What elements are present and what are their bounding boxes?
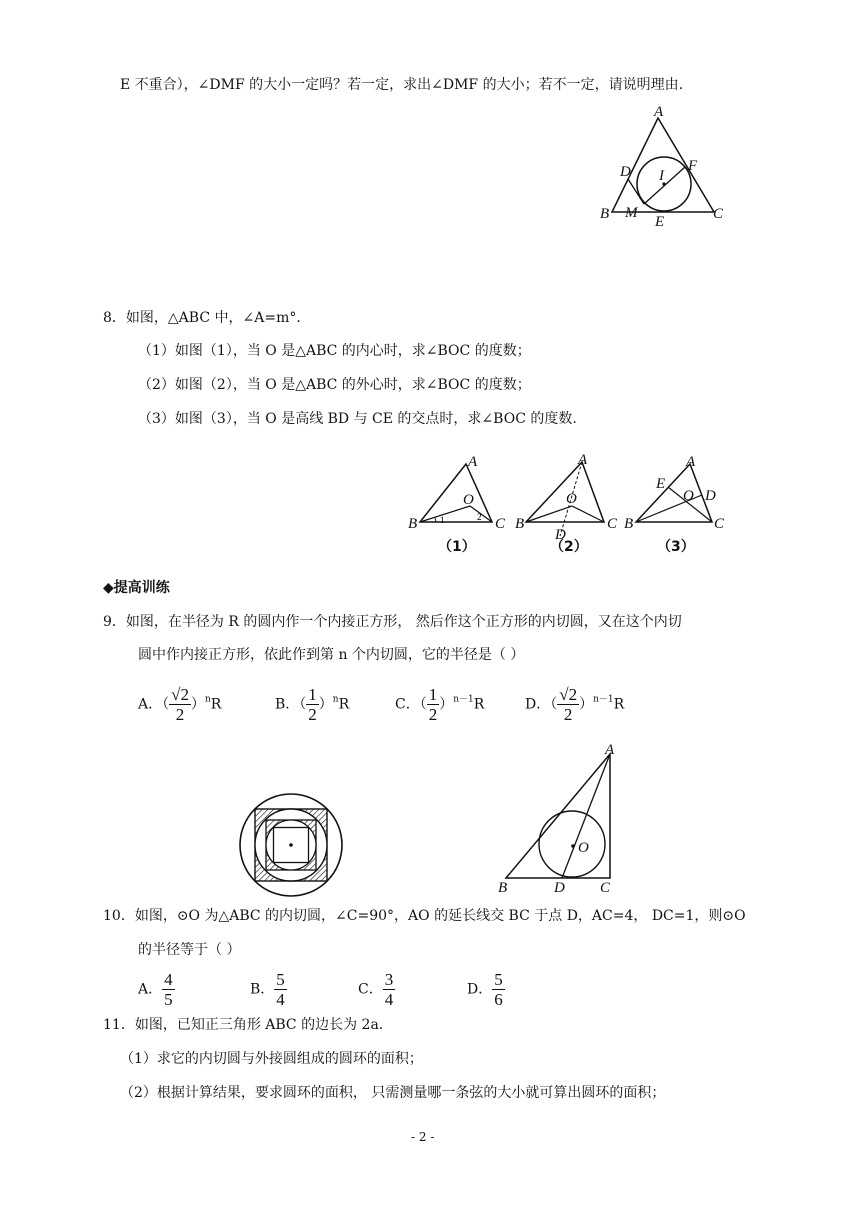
q11-stem: 11．如图，已知正三角形 ABC 的边长为 2a.: [103, 1017, 384, 1033]
fig7-label-E: E: [655, 214, 665, 230]
fig8-3-C: C: [714, 516, 725, 532]
fig10-label-C: C: [600, 880, 611, 894]
figure-q9: [236, 790, 346, 900]
q11-part2: （2）根据计算结果，要求圆环的面积， 只需测量哪一条弦的大小就可算出圆环的面积；: [120, 1085, 666, 1101]
q8-part1: （1）如图（1），当 O 是△ABC 的内心时，求∠BOC 的度数；: [138, 343, 531, 359]
q9-line2: 圆中作内接正方形，依此作到第 n 个内切圆，它的半径是（ ）: [138, 647, 525, 663]
fig8-3-B: B: [624, 516, 634, 532]
fig8-1-C: C: [495, 516, 506, 532]
fig7-label-D: D: [620, 164, 631, 180]
fig8-caption-1: （1）: [438, 539, 476, 555]
fig7-label-A: A: [654, 104, 664, 120]
q10-option-b[interactable]: B． $\frac{5}{4}$: [250, 970, 285, 1009]
q9-option-b-fraction: $\frac{1}{2}$: [308, 685, 317, 724]
fig10-label-D: D: [554, 880, 565, 894]
figure-q8: [400, 448, 740, 560]
q8-part3: （3）如图（3），当 O 是高线 BD 与 CE 的交点时，求∠BOC 的度数.: [138, 411, 577, 427]
q9-option-a-fraction: $\frac{√2}{2}$: [171, 685, 189, 724]
fig8-1-O: O: [463, 492, 474, 508]
fig7-label-I: I: [659, 168, 664, 184]
fig8-1-angle1: 1: [440, 515, 445, 525]
fig7-label-F: F: [688, 158, 698, 174]
q10-option-d[interactable]: D． $\frac{5}{6}$: [467, 970, 503, 1009]
fig7-label-M: M: [625, 205, 638, 221]
q9-option-c[interactable]: C．（ $\frac{1}{2}$ ）$^{n-1}$R: [395, 685, 485, 724]
fig8-2-B: B: [515, 516, 525, 532]
fig8-3-D: D: [705, 488, 716, 504]
q9-line1: 9．如图，在半径为 R 的圆内作一个内接正方形， 然后作这个正方形的内切圆，又在这个内切: [103, 614, 682, 630]
q11-part1: （1）求它的内切圆与外接圆组成的圆环的面积；: [120, 1051, 423, 1067]
fig8-2-A: A: [578, 452, 588, 468]
q9-option-d-fraction: $\frac{√2}{2}$: [559, 685, 578, 724]
page-number: - 2 -: [411, 1130, 435, 1144]
fig8-1-B: B: [408, 516, 418, 532]
figure-q7: [600, 100, 730, 230]
figure-q10: [490, 742, 630, 894]
fig8-triangle-3: [624, 454, 725, 555]
fig10-label-B: B: [498, 880, 508, 894]
fig8-2-C: C: [607, 516, 618, 532]
fig8-1-angle2: 2: [477, 512, 482, 522]
q7-text: E 不重合），∠DMF 的大小一定吗？若一定，求出∠DMF 的大小；若不一定，请说明理由.: [120, 77, 684, 93]
fig10-label-O: O: [578, 840, 589, 856]
fig8-3-O: O: [683, 488, 694, 504]
q9-option-b[interactable]: B．（ $\frac{1}{2}$ ）$^n$R: [275, 685, 350, 724]
fig8-2-O: O: [566, 491, 577, 507]
q10-option-a-fraction: $\frac{4}{5}$: [164, 970, 173, 1009]
fig8-caption-3: （3）: [657, 539, 695, 555]
q10-line1: 10．如图，⊙O 为△ABC 的内切圆，∠C=90°，AO 的延长线交 BC 于点 D，AC=4， DC=1，则⊙O: [103, 908, 746, 924]
q10-line2: 的半径等于（ ）: [138, 942, 241, 958]
q10-option-b-fraction: $\frac{5}{4}$: [276, 970, 285, 1009]
fig8-caption-2: （2）: [550, 539, 588, 555]
q10-option-d-fraction: $\frac{5}{6}$: [494, 970, 503, 1009]
fig8-1-A: A: [468, 454, 478, 470]
q8-part2: （2）如图（2），当 O 是△ABC 的外心时，求∠BOC 的度数；: [138, 377, 531, 393]
q10-option-c-fraction: $\frac{3}{4}$: [384, 970, 394, 1009]
q9-option-d[interactable]: D．（ $\frac{√2}{2}$ ）$^{n-1}$R: [525, 685, 625, 724]
section-title: ◆提高训练: [103, 580, 170, 596]
fig8-2-D: D: [555, 527, 566, 543]
fig7-label-B: B: [600, 206, 610, 222]
fig7-label-C: C: [713, 206, 724, 222]
q10-option-c[interactable]: C． $\frac{3}{4}$: [358, 970, 394, 1009]
q10-option-a[interactable]: A． $\frac{4}{5}$: [138, 970, 173, 1009]
fig8-3-A: A: [686, 454, 696, 470]
q8-stem: 8．如图，△ABC 中，∠A=m°．: [103, 310, 311, 326]
q9-option-c-fraction: $\frac{1}{2}$: [428, 685, 438, 724]
fig10-label-A: A: [605, 742, 615, 758]
fig8-3-E: E: [656, 476, 666, 492]
fig8-triangle-1: [408, 454, 506, 555]
fig8-triangle-2: [515, 452, 618, 555]
q9-option-a[interactable]: A．（ $\frac{√2}{2}$ ）$^n$R: [138, 685, 222, 724]
